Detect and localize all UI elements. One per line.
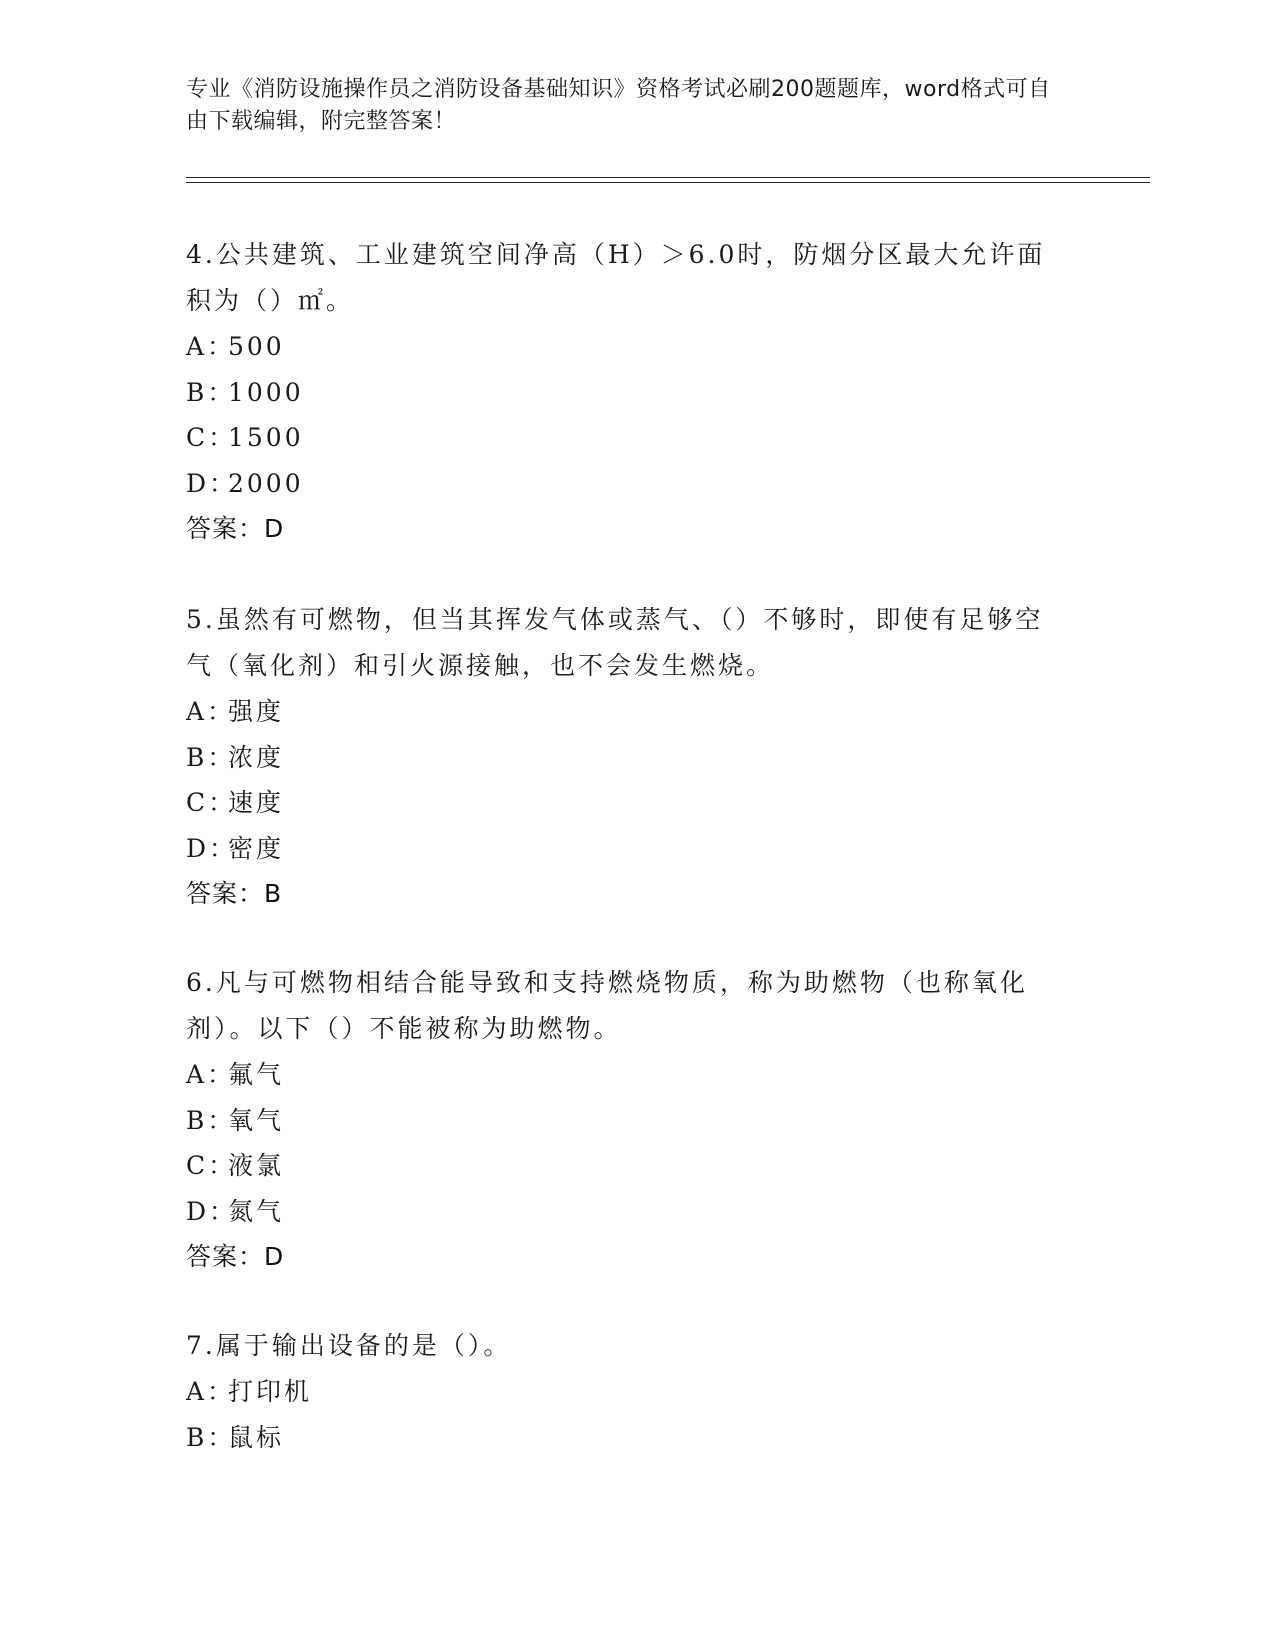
option-key: C：	[186, 423, 237, 452]
option-key: B：	[186, 742, 236, 772]
option-value: 强度	[228, 697, 285, 726]
option-value: 2000	[228, 468, 304, 498]
option-a	[186, 324, 1066, 370]
option-value: 密度	[228, 833, 285, 863]
question-text: 7.属于输出设备的是（）。	[186, 1331, 512, 1360]
option-key: A：	[186, 332, 236, 361]
option-key: D：	[186, 468, 238, 498]
document-header: 专业《消防设施操作员之消防设备基础知识》资格考试必刷200题题库，word格式可自由下载编辑，附完整答案！	[186, 77, 1051, 134]
answer-line: 答案：B	[186, 879, 283, 908]
option-c	[186, 415, 1066, 461]
option-key: B：	[186, 377, 236, 407]
option-b	[186, 1098, 1066, 1144]
option-key: D：	[186, 833, 238, 863]
option-b	[186, 1415, 1066, 1461]
option-c	[186, 780, 1066, 826]
question-text: 6.凡与可燃物相结合能导致和支持燃烧物质，称为助燃物（也称氧化剂）。以下（）不能被称为助燃物。	[186, 968, 1028, 1043]
option-value: 打印机	[228, 1377, 313, 1406]
option-d	[186, 461, 1066, 507]
option-b	[186, 370, 1066, 416]
option-value: 鼠标	[228, 1422, 285, 1452]
question-block	[186, 1323, 1066, 1460]
option-key: B：	[186, 1422, 236, 1452]
question-text: 5.虽然有可燃物，但当其挥发气体或蒸气、（）不够时，即使有足够空气（氧化剂）和引火源接触，也不会发生燃烧。	[186, 605, 1044, 680]
option-b	[186, 735, 1066, 781]
option-key: A：	[186, 697, 236, 726]
option-key: A：	[186, 1060, 236, 1089]
option-key: B：	[186, 1105, 236, 1135]
option-d	[186, 826, 1066, 872]
option-value: 氧气	[228, 1105, 285, 1135]
option-a	[186, 689, 1066, 735]
question-block	[186, 597, 1066, 917]
option-d	[186, 1189, 1066, 1235]
option-key: A：	[186, 1377, 236, 1406]
header-divider-bottom	[186, 182, 1150, 183]
question-text: 4.公共建筑、工业建筑空间净高（H）＞6.0时，防烟分区最大允许面积为（）㎡。	[186, 240, 1046, 315]
option-key: D：	[186, 1196, 238, 1226]
option-value: 氟气	[228, 1060, 285, 1089]
option-key: C：	[186, 788, 237, 817]
option-key: C：	[186, 1151, 237, 1180]
option-c	[186, 1143, 1066, 1189]
option-value: 液氯	[228, 1151, 285, 1180]
option-value: 浓度	[228, 742, 285, 772]
option-value: 1000	[228, 377, 304, 407]
option-value: 1500	[228, 423, 304, 452]
option-value: 氮气	[228, 1196, 285, 1226]
header-divider-top	[186, 177, 1150, 178]
option-a	[186, 1052, 1066, 1098]
option-value: 500	[228, 332, 285, 361]
option-value: 速度	[228, 788, 285, 817]
option-a	[186, 1369, 1066, 1415]
answer-line: 答案：D	[186, 1242, 285, 1271]
question-block	[186, 960, 1066, 1280]
question-block	[186, 232, 1066, 552]
answer-line: 答案：D	[186, 514, 285, 543]
